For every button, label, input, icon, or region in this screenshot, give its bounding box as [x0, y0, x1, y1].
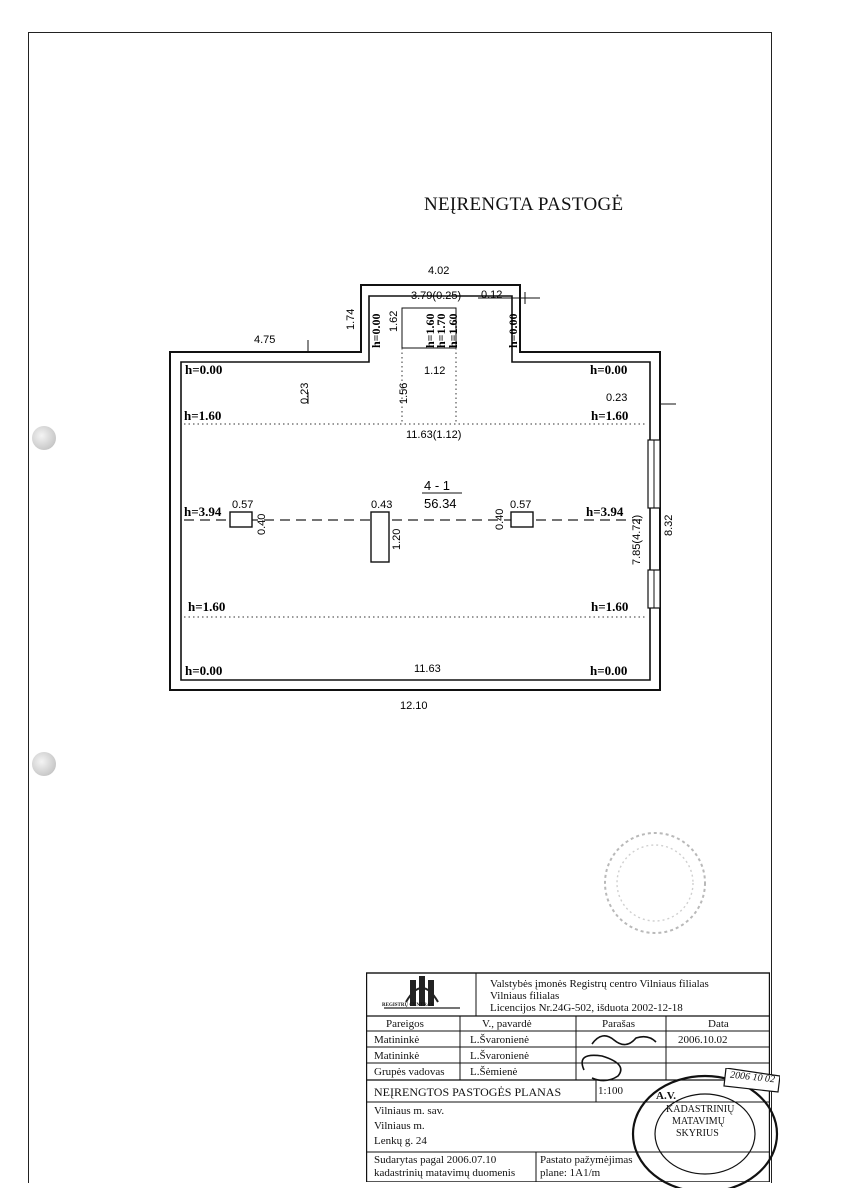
- dim-inner-width-bottom: 11.63: [414, 663, 441, 675]
- stamp-av: A.V.: [656, 1090, 676, 1102]
- official-stamp: [630, 1068, 780, 1188]
- col-mid-w: 0.43: [371, 499, 393, 511]
- column-middle: [371, 512, 389, 562]
- dim-vert-023-left: 0.23: [299, 382, 311, 404]
- inner-wall: [181, 296, 650, 680]
- row3-name: L.Šėmienė: [470, 1066, 518, 1078]
- h-top-left: h=0.00: [185, 362, 223, 377]
- room-area: 56.34: [424, 496, 457, 511]
- header-signature: Parašas: [602, 1018, 635, 1030]
- signature-2: [582, 1055, 621, 1080]
- h-394-right: h=3.94: [586, 504, 624, 519]
- dormer-h-center-2: h=1.70: [434, 313, 448, 348]
- org-line-3: Licencijos Nr.24G-502, išduota 2002-12-18: [490, 1002, 683, 1014]
- row3-role: Grupės vadovas: [374, 1066, 445, 1078]
- dormer-h-right: h=0.00: [506, 313, 520, 348]
- stamp-line-1: KADASTRINIŲ: [666, 1104, 735, 1115]
- col-left-w: 0.57: [232, 499, 254, 511]
- row1-name: L.Švaronienė: [470, 1034, 529, 1046]
- outer-wall: [170, 285, 660, 690]
- dim-mid-112: 1.12: [424, 365, 446, 377]
- dim-vert-174: 1.74: [345, 308, 357, 330]
- header-role: Pareigos: [386, 1018, 424, 1030]
- basis-line-1: Sudarytas pagal 2006.07.10: [374, 1154, 497, 1166]
- row2-role: Matininkė: [374, 1050, 420, 1062]
- h-bottom-right: h=0.00: [590, 663, 628, 678]
- dim-top-total: 4.02: [428, 265, 450, 277]
- dim-outer-width: 12.10: [400, 700, 428, 712]
- dormer-h-center-3: h=1.60: [446, 313, 460, 348]
- dormer-h-center-1: h=1.60: [423, 313, 437, 348]
- address-line-3: Lenkų g. 24: [374, 1135, 427, 1147]
- h-160-left-bottom: h=1.60: [188, 599, 226, 614]
- row1-date: 2006.10.02: [678, 1034, 728, 1046]
- stamp-line-3: SKYRIUS: [676, 1128, 719, 1139]
- faded-round-stamp: [600, 828, 710, 938]
- dim-top-offset: 0.12: [481, 289, 503, 301]
- org-line-1: Valstybės įmonės Registrų centro Vilniaus filialas: [490, 978, 709, 990]
- dim-right-outer: 8.32: [663, 514, 675, 536]
- stamp-hand-date: 2006 10 02: [729, 1069, 776, 1086]
- col-left-h: 0.40: [256, 513, 268, 535]
- building-mark-label: Pastato pažymėjimas: [540, 1154, 633, 1166]
- room-id: 4 - 1: [424, 478, 451, 493]
- row1-role: Matininkė: [374, 1034, 420, 1046]
- basis-line-2: kadastrinių matavimų duomenis: [374, 1167, 516, 1179]
- header-date: Data: [708, 1018, 729, 1030]
- page-title: NEĮRENGTA PASTOGĖ: [424, 194, 624, 215]
- drawing-scale: 1:100: [598, 1085, 624, 1097]
- column-left: [230, 512, 252, 527]
- dim-vert-162: 1.62: [388, 310, 400, 332]
- h-top-right: h=0.00: [590, 362, 628, 377]
- dim-top-inner: 3.79(0.25): [411, 290, 462, 302]
- address-line-1: Vilniaus m. sav.: [374, 1105, 445, 1117]
- column-right: [511, 512, 533, 527]
- h-394-left: h=3.94: [184, 504, 222, 519]
- col-right-w: 0.57: [510, 499, 532, 511]
- header-name: V., pavardė: [482, 1018, 532, 1030]
- col-right-h: 0.40: [494, 508, 506, 530]
- dim-right-023: 0.23: [606, 392, 628, 404]
- address-line-2: Vilniaus m.: [374, 1120, 425, 1132]
- row2-name: L.Švaronienė: [470, 1050, 529, 1062]
- h-160-right-top: h=1.60: [591, 408, 629, 423]
- building-mark: plane: 1A1/m: [540, 1167, 601, 1179]
- col-mid-h: 1.20: [391, 528, 403, 550]
- dim-vert-156: 1.56: [398, 382, 410, 404]
- stamp-line-2: MATAVIMŲ: [672, 1116, 725, 1127]
- dim-right-inner: 7.85(4.72): [631, 514, 643, 565]
- h-160-left-top: h=1.60: [184, 408, 222, 423]
- dim-inner-width-mid: 11.63(1.12): [406, 429, 462, 441]
- dormer-h-left: h=0.00: [369, 313, 383, 348]
- h-bottom-left: h=0.00: [185, 663, 223, 678]
- logo-caption: REGISTRŲ CENTRAS: [382, 1003, 434, 1008]
- dim-left-step: 4.75: [254, 334, 276, 346]
- signature-1: [592, 1036, 656, 1045]
- h-160-right-bottom: h=1.60: [591, 599, 629, 614]
- org-line-2: Vilniaus filialas: [490, 990, 560, 1002]
- drawing-title: NEĮRENGTOS PASTOGĖS PLANAS: [374, 1085, 562, 1099]
